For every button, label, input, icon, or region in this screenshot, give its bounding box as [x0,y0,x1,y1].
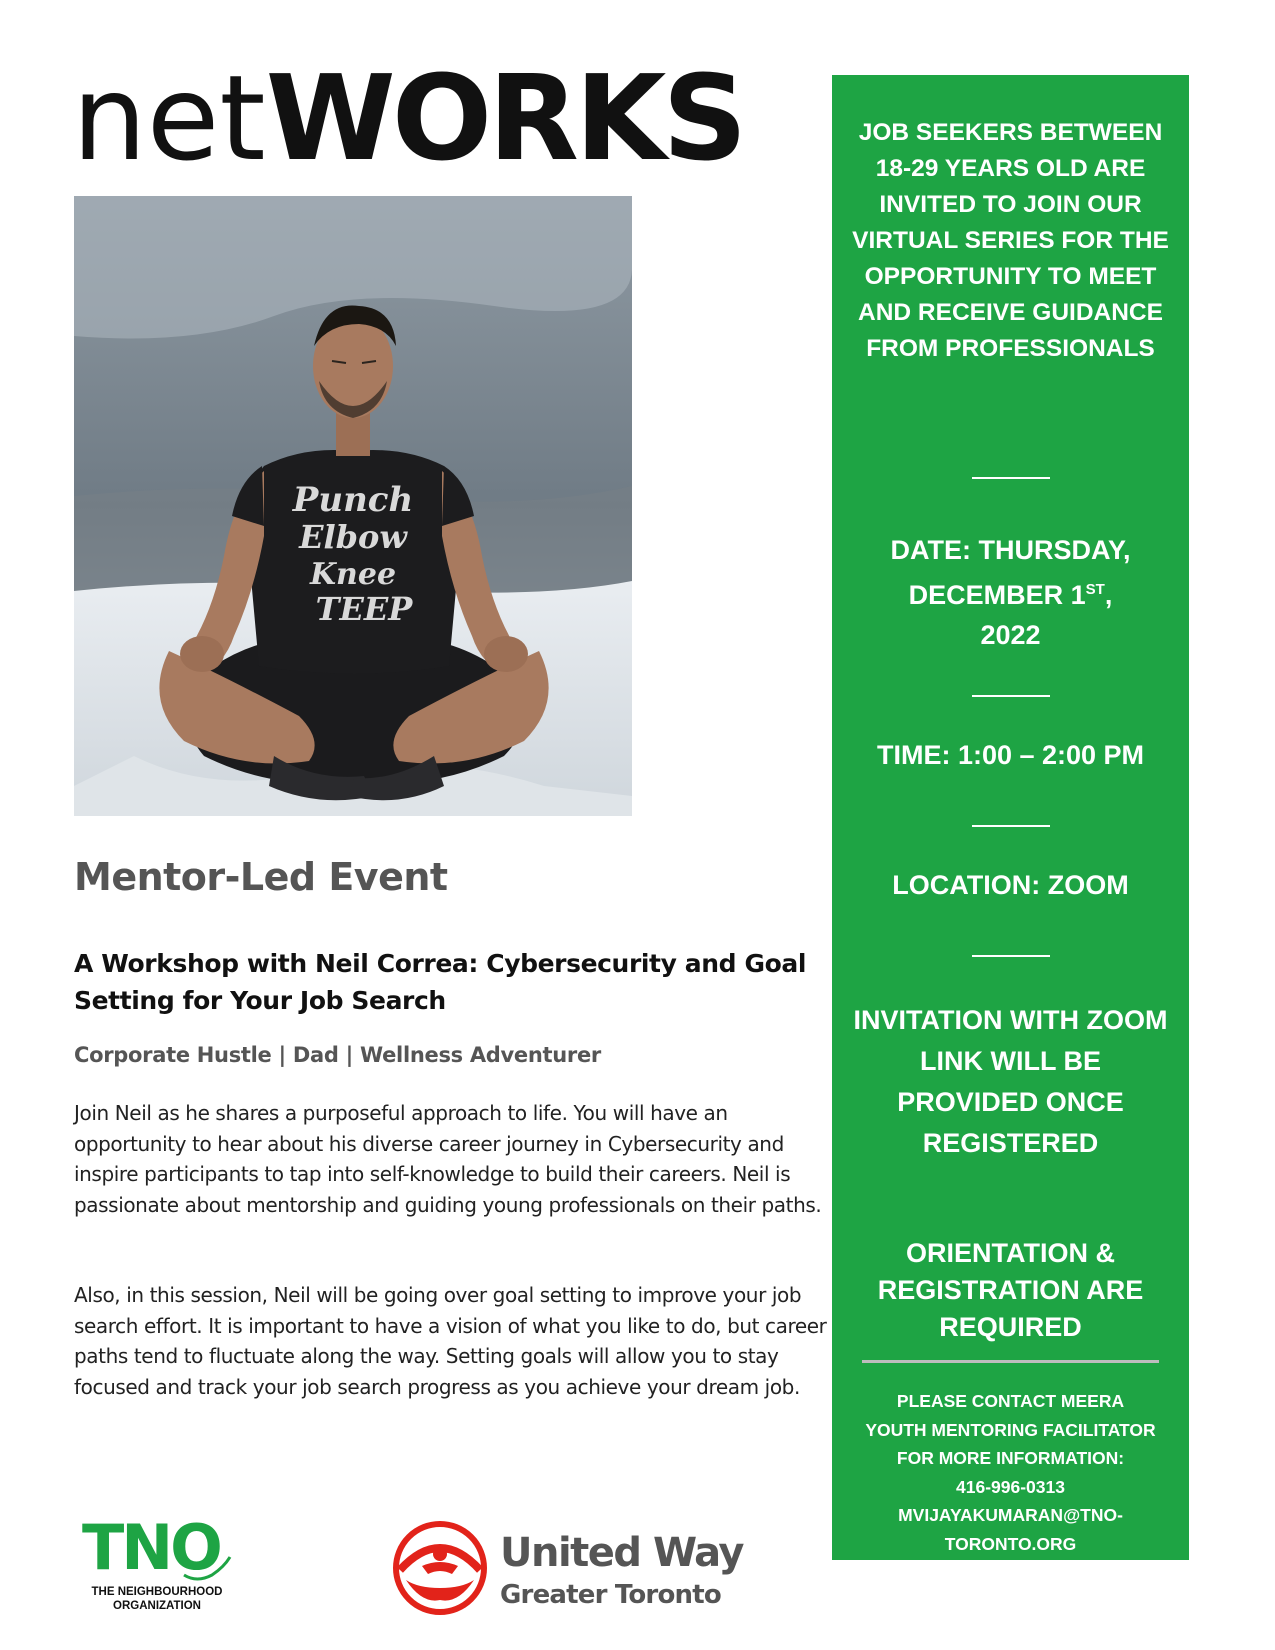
description-paragraph-1: Join Neil as he shares a purposeful approach to life. You will have an opportunity to hear about his diverse career journey in Cybersecurity and inspire participants to tap into self-knowledge to build their careers. Neil is passionate about mentorship and guiding young professionals on their paths. [74,1101,822,1217]
event-location: LOCATION: ZOOM [892,870,1129,900]
contact-line-2: YOUTH MENTORING FACILITATOR [865,1419,1156,1440]
mentor-photo [74,196,632,816]
networks-logo [72,49,744,187]
contact-line-1: PLEASE CONTACT MEERA [896,1391,1125,1411]
logo-net-text: net [72,49,266,187]
tno-caption [82,1585,232,1613]
event-heading: Mentor-Led Event [74,855,448,899]
contact-email-line-2: TORONTO.ORG [944,1533,1077,1554]
sidebar-intro: JOB SEEKERS BETWEEN 18-29 YEARS OLD ARE INVITED TO JOIN OUR VIRTUAL SERIES FOR THE OPPORTUNITY TO MEET AND RECEIVE GUIDANCE FROM PROFESSIONALS [852,119,1169,362]
logo-works-text: WORKS [265,49,744,187]
workshop-title: A Workshop with Neil Correa: Cybersecurity and Goal Setting for Your Job Search [74,949,806,1015]
event-date [832,530,1189,655]
united-way-subtitle: Greater Toronto [500,1580,721,1610]
contact-info [832,1387,1189,1558]
tno-hand-icon [182,1545,232,1585]
event-details-sidebar [832,75,1189,1560]
sidebar-divider [972,955,1050,957]
shirt-text-line1: Punch [292,480,414,520]
contact-email-line-1: MVIJAYAKUMARAN@TNO- [898,1505,1123,1525]
registration-required-note: ORIENTATION & REGISTRATION ARE REQUIRED [877,1238,1144,1342]
shirt-text-line3: Knee [309,557,397,592]
united-way-logo [392,1518,744,1618]
united-way-name: United Way [500,1530,744,1576]
contact-line-3: FOR MORE INFORMATION: [896,1448,1125,1468]
tno-logo-letters: TNO [82,1511,220,1584]
sidebar-divider [972,695,1050,697]
date-day: DECEMBER 1 [908,580,1086,610]
date-line-1: DATE: THURSDAY, [890,535,1131,565]
shirt-text-line2: Elbow [299,518,407,556]
date-comma: , [1104,580,1113,610]
date-suffix: ST [1085,581,1105,598]
shirt-text-line4: TEEP [315,590,413,628]
mentor-tagline: Corporate Hustle | Dad | Wellness Adventurer [74,1043,601,1067]
tno-logo [82,1511,242,1615]
mentor-photo-illustration [74,196,632,816]
sidebar-divider [972,825,1050,827]
date-year: 2022 [980,620,1041,650]
tno-caption-line-2: ORGANIZATION [113,1600,201,1612]
date-line-2 [832,570,1189,615]
sidebar-divider [972,477,1050,479]
sidebar-gray-divider [862,1360,1159,1363]
description-paragraph-2: Also, in this session, Neil will be going over goal setting to improve your job search effort. It is important to have a vision of what you like to do, but career paths tend to fluctuate along the way. Setting goals will allow you to stay focused and track your job search progress as you achieve your dream job. [74,1283,827,1399]
contact-phone: 416-996-0313 [956,1476,1065,1497]
tno-caption-line-1: THE NEIGHBOURHOOD [91,1586,223,1598]
invitation-note: INVITATION WITH ZOOM LINK WILL BE PROVIDED ONCE REGISTERED [853,1005,1168,1158]
event-time: TIME: 1:00 – 2:00 PM [876,740,1145,770]
united-way-emblem-icon [392,1518,492,1618]
